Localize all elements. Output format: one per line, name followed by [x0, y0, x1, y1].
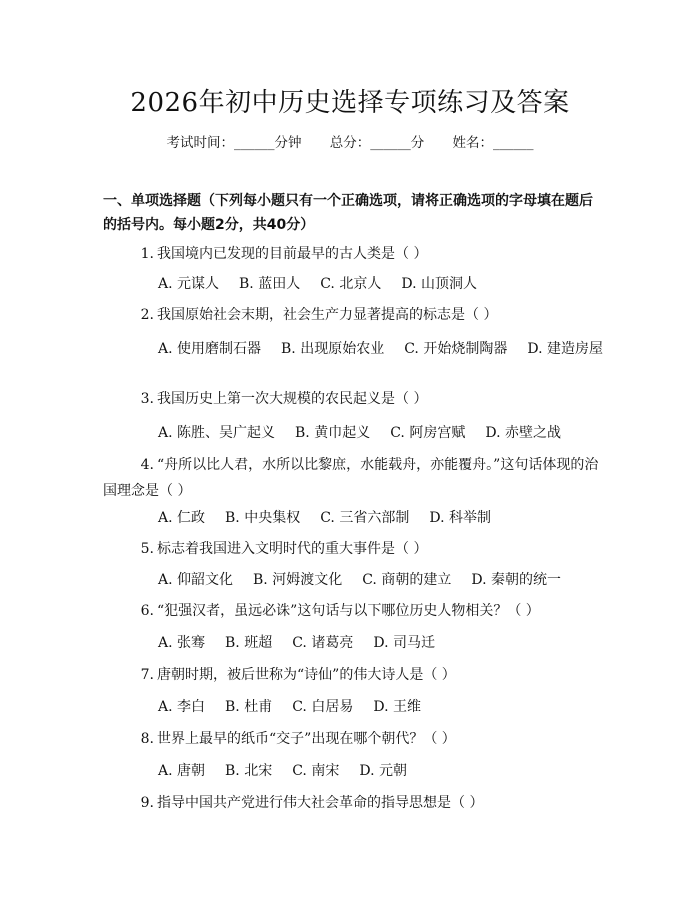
- question-7-options: [103, 694, 603, 720]
- option-c: C. 诸葛亮: [292, 635, 354, 651]
- question-9: [103, 790, 603, 816]
- option-d: D. 赤壁之战: [485, 425, 561, 441]
- question-5-options: [103, 567, 603, 593]
- question-text: 标志着我国进入文明时代的重大事件是（ ）: [157, 541, 428, 557]
- question-5: [103, 536, 603, 562]
- option-a: A. 唐朝: [158, 763, 206, 779]
- question-text: “舟所以比人君，水所以比黎庶，水能载舟，亦能覆舟。”这句话体现的治国理念是（ ）: [103, 457, 599, 499]
- exam-meta: [0, 131, 700, 151]
- option-b: B. 河姆渡文化: [253, 572, 343, 588]
- option-b: B. 蓝田人: [239, 276, 301, 292]
- option-a: A. 张骞: [158, 635, 206, 651]
- option-d: D. 王维: [373, 699, 421, 715]
- option-a: A. 仰韶文化: [158, 572, 234, 588]
- page-title: 2026年初中历史选择专项练习及答案: [130, 88, 570, 118]
- option-c: C. 阿房宫赋: [390, 425, 466, 441]
- option-d: D. 元朝: [359, 763, 407, 779]
- question-number: 4.: [140, 457, 154, 473]
- option-a: A. 李白: [158, 699, 206, 715]
- option-c: C. 白居易: [292, 699, 354, 715]
- option-c: C. 三省六部制: [320, 510, 410, 526]
- question-4-options: [103, 505, 603, 531]
- question-3: [103, 386, 603, 412]
- question-6: [103, 598, 603, 624]
- option-d: D. 科举制: [429, 510, 491, 526]
- question-number: 2.: [140, 307, 154, 323]
- question-number: 3.: [140, 391, 154, 407]
- question-text: 世界上最早的纸币“交子”出现在哪个朝代？（ ）: [157, 731, 456, 747]
- student-name: 姓名：______: [452, 135, 534, 151]
- question-number: 5.: [140, 541, 154, 557]
- option-a: A. 使用磨制石器: [158, 341, 262, 357]
- question-7: [103, 662, 603, 688]
- question-number: 9.: [140, 795, 154, 811]
- section-heading: 一、单项选择题（下列每小题只有一个正确选项，请将正确选项的字母填在题后的括号内。每小题2分，共40分）: [103, 193, 593, 233]
- question-text: 唐朝时期，被后世称为“诗仙”的伟大诗人是（ ）: [157, 667, 456, 683]
- option-b: B. 出现原始农业: [281, 341, 385, 357]
- exam-score: 总分：______分: [329, 135, 425, 151]
- question-1-options: [103, 271, 603, 297]
- option-d: D. 建造房屋: [527, 341, 603, 357]
- option-b: B. 黄巾起义: [295, 425, 371, 441]
- option-c: C. 北京人: [320, 276, 382, 292]
- option-b: B. 杜甫: [225, 699, 273, 715]
- question-8-options: [103, 758, 603, 784]
- question-3-options: [103, 420, 603, 446]
- question-text: 我国历史上第一次大规模的农民起义是（ ）: [157, 391, 428, 407]
- question-text: “犯强汉者，虽远必诛”这句话与以下哪位历史人物相关？（ ）: [157, 603, 540, 619]
- option-c: C. 开始烧制陶器: [404, 341, 508, 357]
- question-2: [103, 302, 603, 328]
- question-number: 7.: [140, 667, 154, 683]
- question-number: 1.: [140, 246, 154, 262]
- question-8: [103, 726, 603, 752]
- question-1: [103, 241, 603, 267]
- question-number: 8.: [140, 731, 154, 747]
- option-b: B. 中央集权: [225, 510, 301, 526]
- option-a: A. 仁政: [158, 510, 206, 526]
- option-c: C. 南宋: [292, 763, 340, 779]
- question-number: 6.: [140, 603, 154, 619]
- option-d: D. 山顶洞人: [401, 276, 477, 292]
- option-a: A. 陈胜、吴广起义: [158, 425, 276, 441]
- question-text: 指导中国共产党进行伟大社会革命的指导思想是（ ）: [157, 795, 484, 811]
- option-b: B. 班超: [225, 635, 273, 651]
- question-text: 我国境内已发现的目前最早的古人类是（ ）: [157, 246, 428, 262]
- option-d: D. 秦朝的统一: [471, 572, 561, 588]
- option-c: C. 商朝的建立: [362, 572, 452, 588]
- question-6-options: [103, 630, 603, 656]
- exam-time: 考试时间：______分钟: [166, 135, 302, 151]
- option-a: A. 元谋人: [158, 276, 220, 292]
- question-4: [103, 452, 603, 504]
- option-d: D. 司马迁: [373, 635, 435, 651]
- question-2-options: [103, 336, 603, 362]
- option-b: B. 北宋: [225, 763, 273, 779]
- question-text: 我国原始社会末期，社会生产力显著提高的标志是（ ）: [157, 307, 498, 323]
